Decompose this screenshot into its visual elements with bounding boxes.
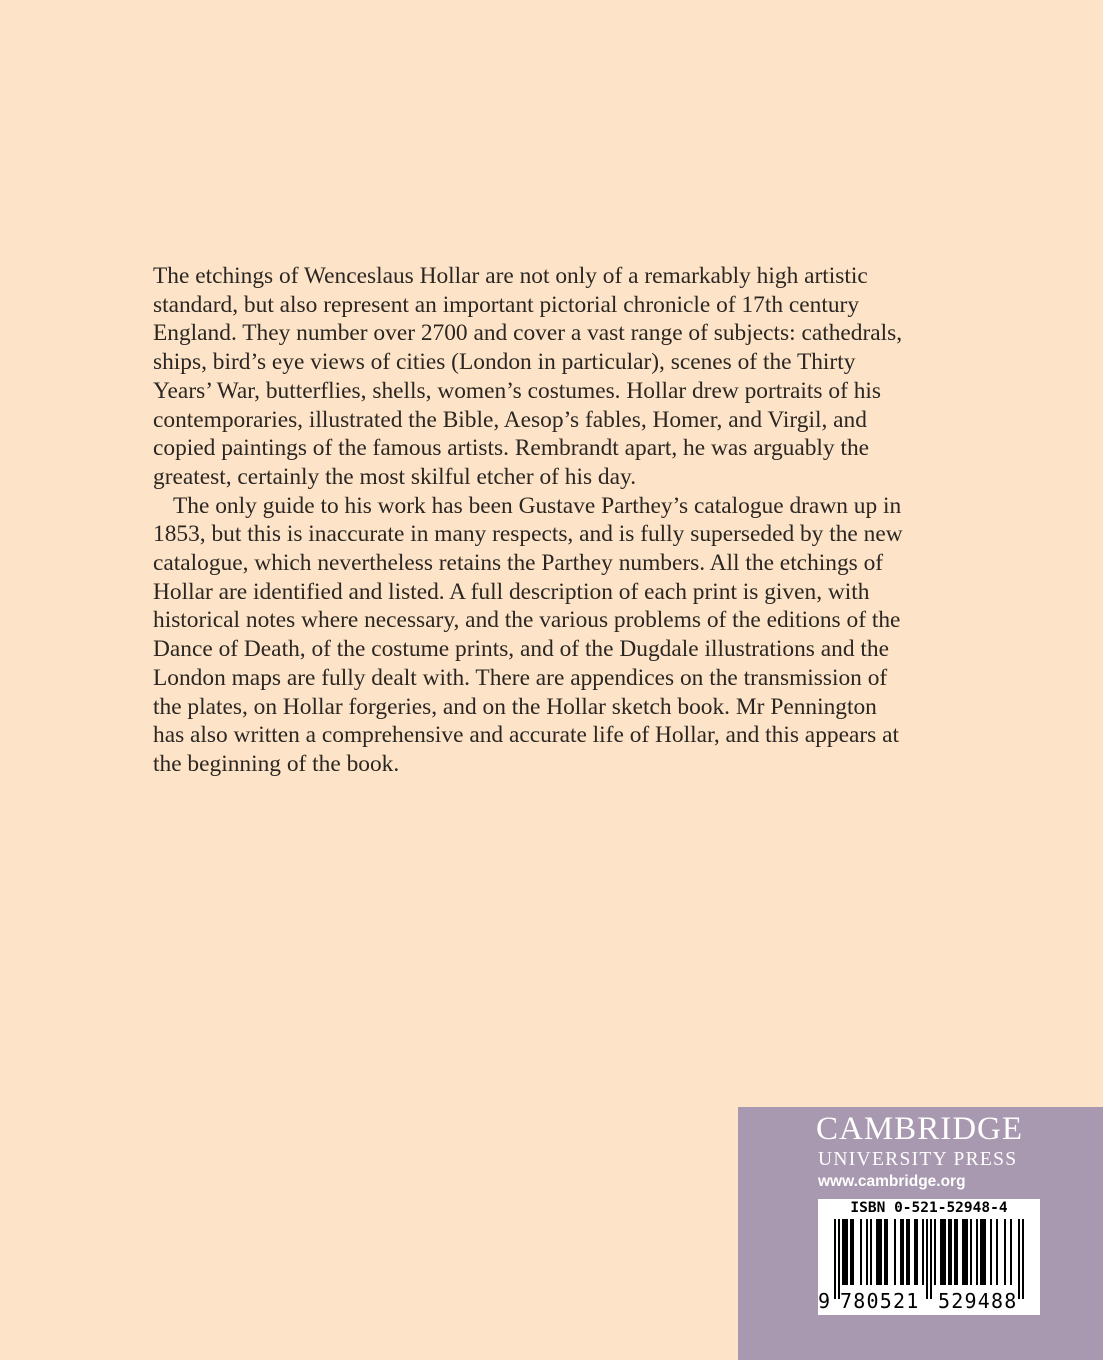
barcode-bar-20 [914, 1219, 916, 1285]
barcode-bar-41 [990, 1219, 992, 1285]
barcode-bar-26 [940, 1219, 942, 1285]
barcode-bar-7 [860, 1219, 862, 1285]
barcode-bar-28 [944, 1219, 946, 1285]
barcode-bar-42 [996, 1219, 998, 1285]
barcode-bar-39 [982, 1219, 984, 1285]
barcode-bar-15 [894, 1219, 896, 1285]
barcode-bar-45 [1018, 1219, 1020, 1299]
barcode-bar-13 [884, 1219, 886, 1285]
barcode-bar-38 [980, 1219, 982, 1285]
ean-right-group: 529488 [938, 1289, 1018, 1313]
barcode-bar-11 [878, 1219, 880, 1285]
publisher-box [738, 1107, 1103, 1360]
barcode-bar-21 [916, 1219, 918, 1285]
barcode-bar-1 [838, 1219, 840, 1299]
barcode-bar-32 [956, 1219, 958, 1285]
barcode-bar-19 [908, 1219, 910, 1285]
description-paragraph-2: The only guide to his work has been Gustave Parthey’s catalogue drawn up in 1853, but this is inaccurate in many respects, and is fully superseded by the new catalogue, which nevertheless retains the Parthey numbers. All the etchings of Hollar are identified and listed. A full description of each print is given, with historical notes where necessary, and the various problems of the editions of the Dance of Death, of the costume prints, and of the Dugdale illustrations and the London maps are fully dealt with. There are appendices on the transmission of the plates, on Hollar forgeries, and on the Hollar sketch book. Mr Pennington has also written a comprehensive and accurate life of Hollar, and this appears at the beginning of the book. [153, 492, 903, 777]
barcode-bar-22 [922, 1219, 924, 1285]
barcode-bar-46 [1022, 1219, 1024, 1299]
publisher-name: CAMBRIDGE [816, 1111, 1024, 1147]
barcode-bar-10 [876, 1219, 878, 1285]
barcode-bar-40 [984, 1219, 986, 1285]
ean-first-digit: 9 [818, 1289, 832, 1313]
publisher-subtitle: UNIVERSITY PRESS [818, 1149, 1018, 1170]
barcode-bar-25 [934, 1219, 936, 1285]
barcode-bar-16 [900, 1219, 902, 1285]
barcode-bar-43 [1004, 1219, 1006, 1285]
barcode-bar-37 [976, 1219, 978, 1285]
barcode-bar-31 [954, 1219, 956, 1285]
isbn-label: ISBN 0-521-52948-4 [850, 1200, 1008, 1216]
barcode-bar-4 [846, 1219, 848, 1285]
barcode-bar-35 [966, 1219, 968, 1285]
barcode-bar-0 [834, 1219, 836, 1299]
barcode-bar-9 [870, 1219, 872, 1285]
barcode-bar-2 [842, 1219, 844, 1285]
barcode-bar-17 [902, 1219, 904, 1285]
barcode-bar-6 [852, 1219, 854, 1285]
barcode-bar-3 [844, 1219, 846, 1285]
barcode-bar-8 [866, 1219, 868, 1285]
barcode-bar-14 [886, 1219, 888, 1285]
barcode-bar-33 [962, 1219, 964, 1285]
barcode-bar-36 [970, 1219, 972, 1285]
barcode-bar-18 [906, 1219, 908, 1285]
publisher-website: www.cambridge.org [818, 1173, 966, 1190]
barcode-bar-12 [880, 1219, 882, 1285]
barcode-bar-29 [948, 1219, 950, 1285]
barcode-bar-23 [926, 1219, 928, 1299]
barcode-bar-5 [850, 1219, 852, 1285]
ean-left-group: 780521 [840, 1289, 920, 1313]
barcode-panel [818, 1199, 1040, 1315]
barcode-bar-30 [950, 1219, 952, 1285]
barcode-bar-27 [942, 1219, 944, 1285]
barcode-bar-24 [930, 1219, 932, 1299]
barcode-bar-44 [1010, 1219, 1012, 1285]
description-paragraph-1: The etchings of Wenceslaus Hollar are not only of a remarkably high artistic standard, but also represent an important pictorial chronicle of 17th century England. They number over 2700 and cover a vast range of subjects: cathedrals, ships, bird’s eye views of cities (London in particular), scenes of the Thirty Years’ War, butterflies, shells, women’s costumes. Hollar drew portraits of his contemporaries, illustrated the Bible, Aesop’s fables, Homer, and Virgil, and copied paintings of the famous artists. Rembrandt apart, he was arguably the greatest, certainly the most skilful etcher of his day. [153, 263, 903, 490]
barcode-bar-34 [964, 1219, 966, 1285]
back-cover-description [153, 262, 913, 779]
